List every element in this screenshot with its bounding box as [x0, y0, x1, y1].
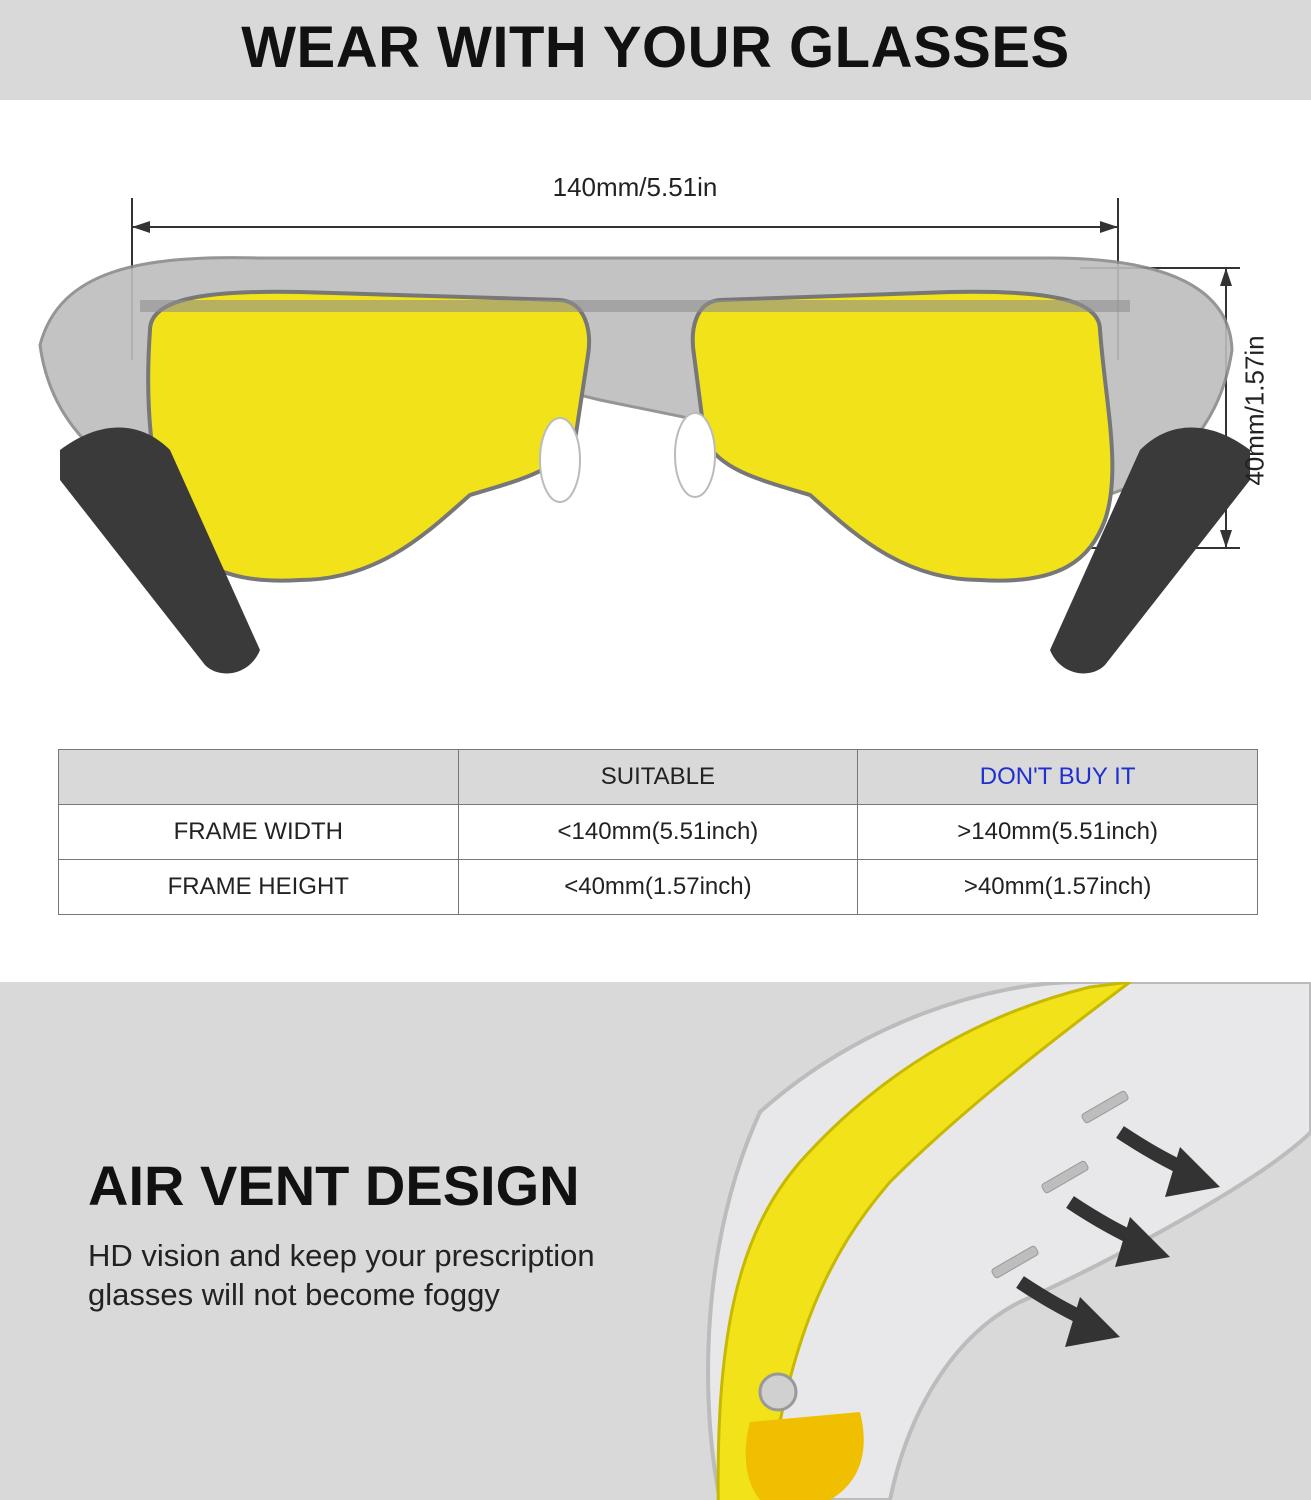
row-label: FRAME HEIGHT: [59, 860, 459, 915]
table-header-dont-buy: DON'T BUY IT: [858, 750, 1258, 805]
dont-buy-cell: >140mm(5.51inch): [858, 805, 1258, 860]
hinge-screw: [760, 1374, 796, 1410]
suitable-cell: <40mm(1.57inch): [458, 860, 858, 915]
page-title: WEAR WITH YOUR GLASSES: [241, 15, 1070, 80]
feature-description: HD vision and keep your prescription glasses will not become foggy: [88, 1238, 595, 1312]
size-comparison-table: [58, 749, 1258, 915]
suitable-cell: <140mm(5.51inch): [458, 805, 858, 860]
height-arrow-bottom: [1220, 530, 1232, 548]
width-label: 140mm/5.51in: [552, 172, 718, 202]
air-vent-closeup-illustration: [660, 982, 1311, 1500]
left-nose-pad: [540, 418, 580, 502]
width-arrow-right: [1100, 221, 1118, 233]
table-header-suitable: SUITABLE: [458, 750, 858, 805]
left-lens: [148, 292, 589, 581]
header-banner: [0, 0, 1311, 100]
row-label: FRAME WIDTH: [59, 805, 459, 860]
table-header-empty: [59, 750, 459, 805]
table-row: [59, 805, 1258, 860]
table-header-row: [59, 750, 1258, 805]
height-arrow-top: [1220, 268, 1232, 286]
right-nose-pad: [675, 413, 715, 497]
top-bar: [140, 300, 1130, 312]
airflow-arrowhead: [1065, 1297, 1120, 1347]
height-label: 40mm/1.57in: [1239, 335, 1270, 486]
width-arrow-left: [132, 221, 150, 233]
dont-buy-cell: >40mm(1.57inch): [858, 860, 1258, 915]
table-row: [59, 860, 1258, 915]
right-lens: [693, 292, 1113, 581]
lens-bottom-closeup: [746, 1412, 864, 1500]
feature-title: AIR VENT DESIGN: [88, 1154, 580, 1217]
